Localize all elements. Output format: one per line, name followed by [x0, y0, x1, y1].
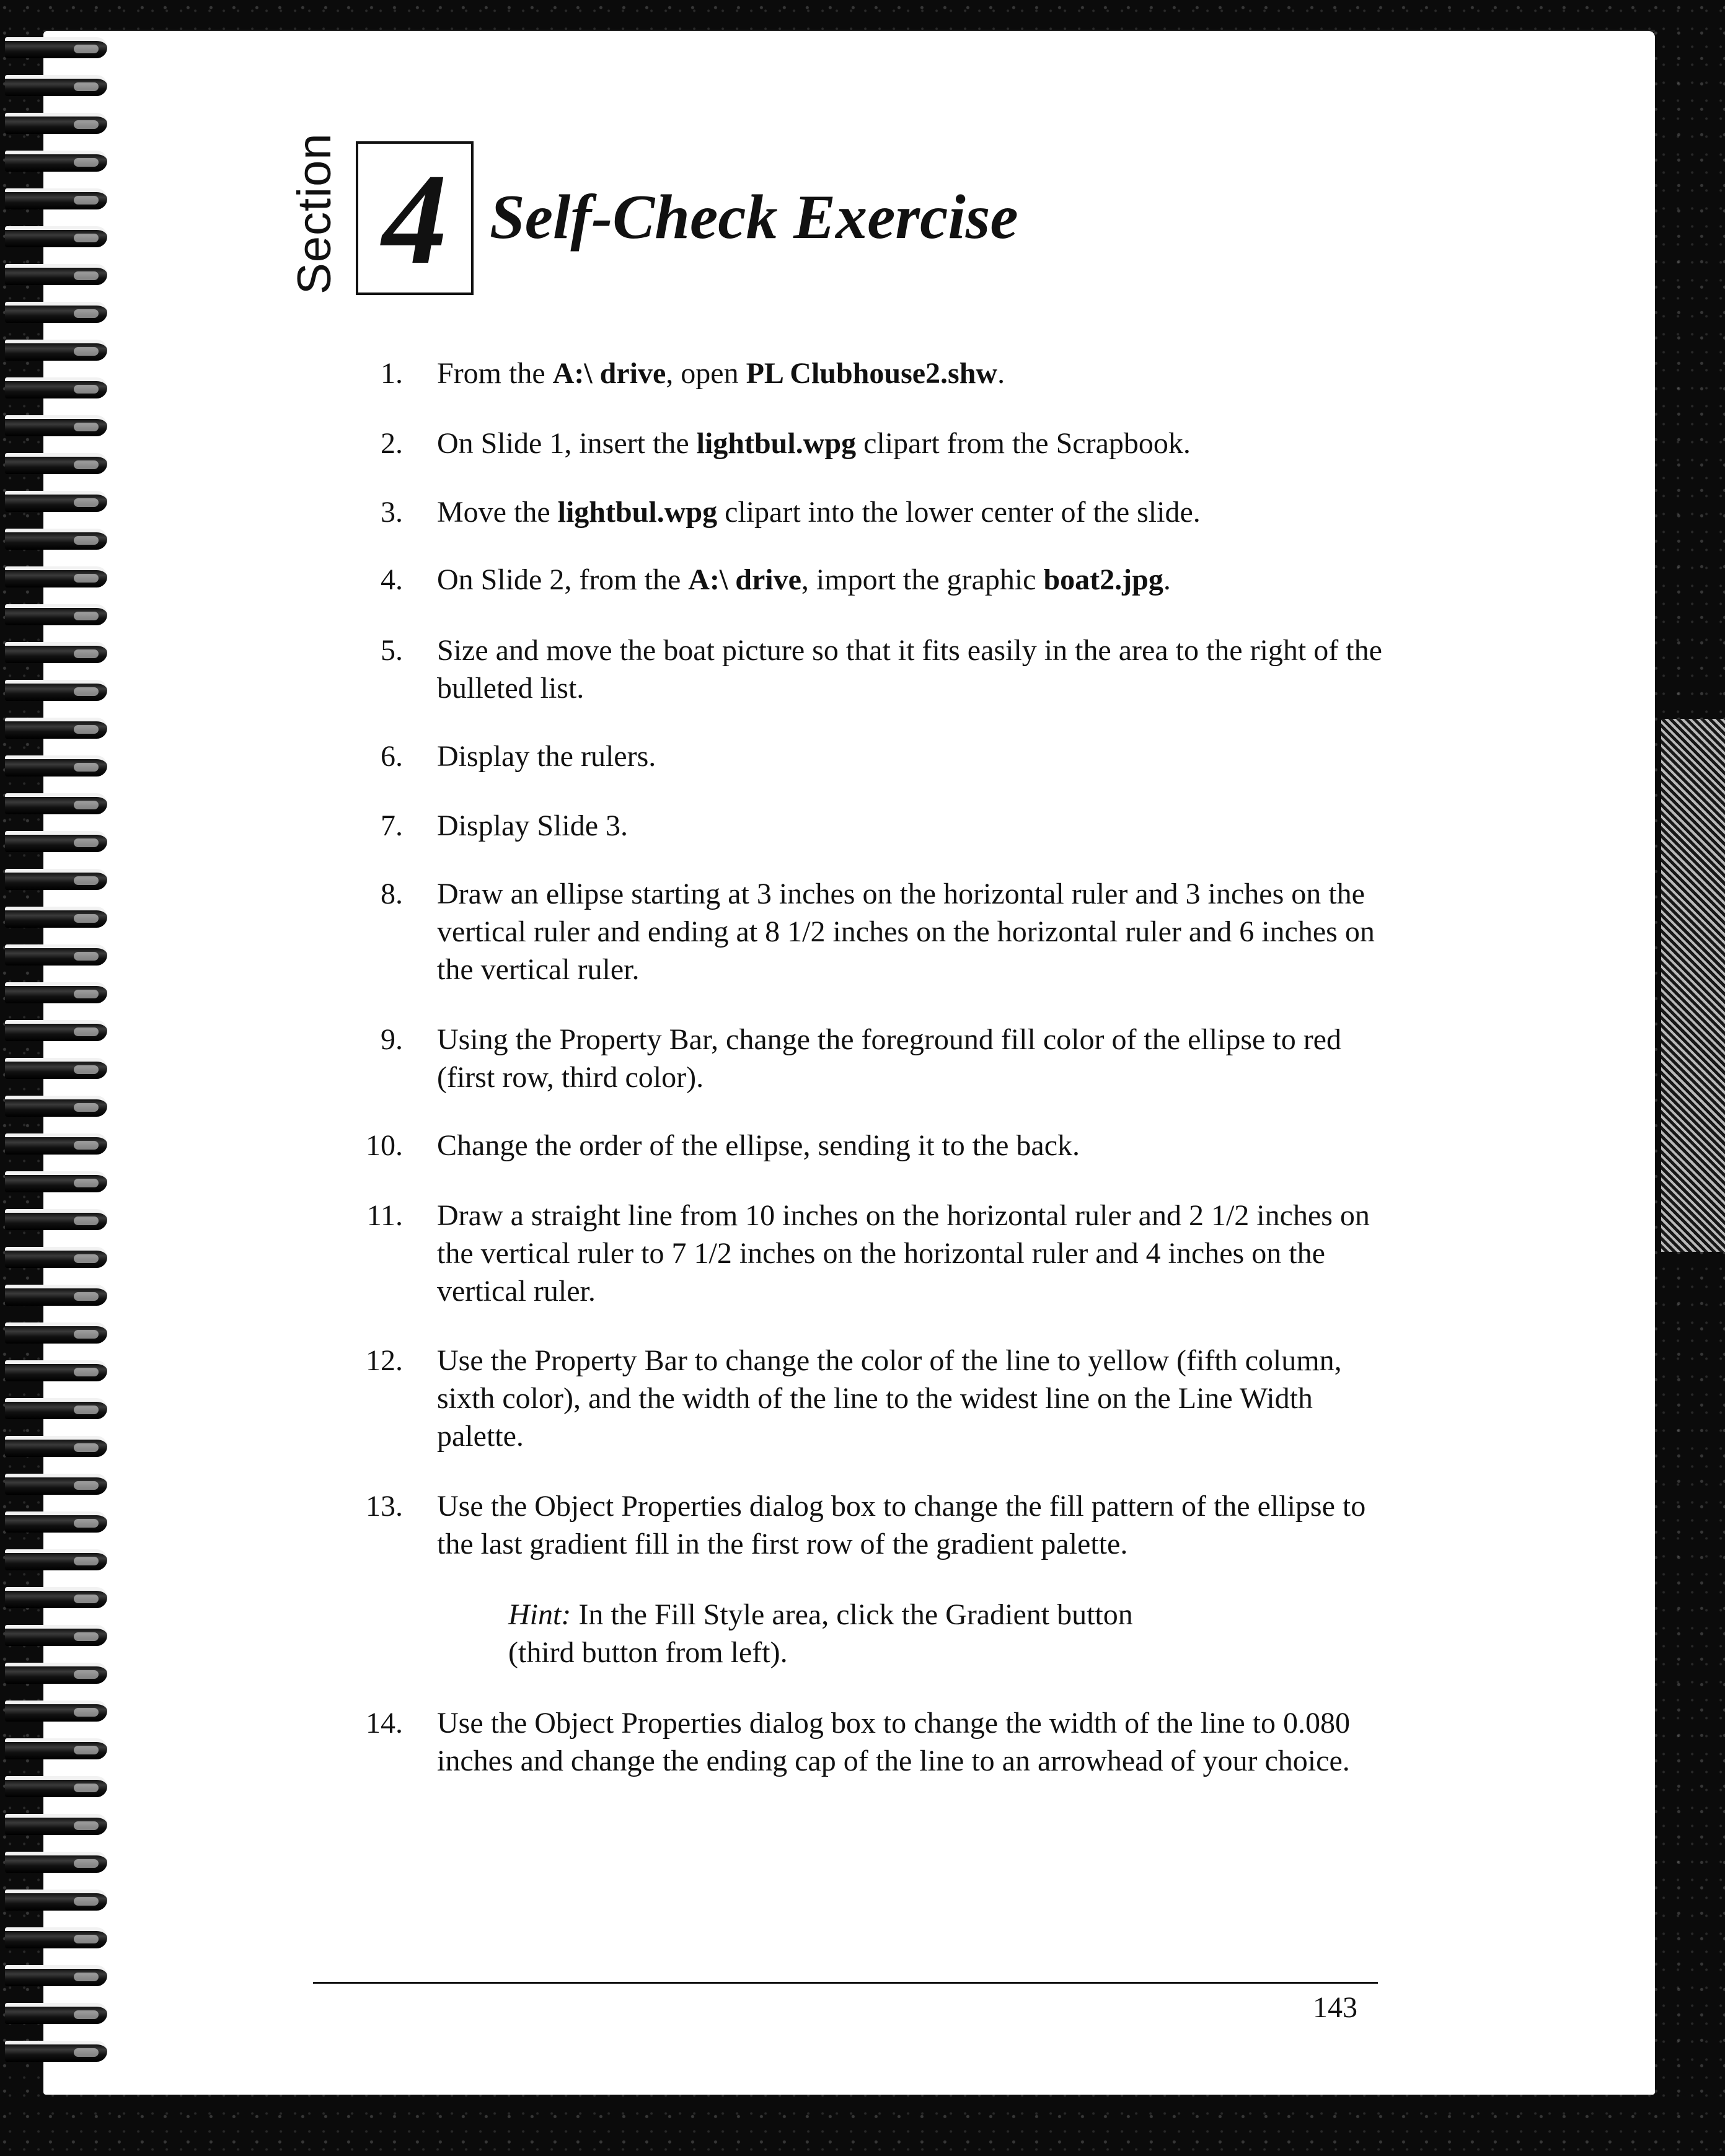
spiral-coil	[5, 642, 107, 663]
spiral-coil	[5, 604, 107, 625]
item-number: 12.	[366, 1344, 403, 1377]
spiral-coil	[5, 1852, 107, 1873]
spiral-coil	[5, 1927, 107, 1948]
item-text-run: Using the Property Bar, change the foreground fill color of the ellipse to red (first row, third color).	[437, 1023, 1341, 1094]
item-text	[437, 1127, 1404, 1164]
spiral-coil	[5, 1625, 107, 1646]
section-number-box	[356, 141, 474, 295]
page-title: Self-Check Exercise	[490, 182, 1018, 252]
item-number: 3.	[381, 496, 403, 529]
spiral-coil	[5, 529, 107, 550]
item-number: 7.	[381, 809, 403, 842]
item-number: 5.	[381, 634, 403, 667]
item-text-bold: lightbul.wpg	[557, 496, 718, 529]
item-text-bold: lightbul.wpg	[696, 427, 857, 460]
spiral-coil	[5, 113, 107, 134]
item-text	[437, 1704, 1404, 1780]
item-number: 1.	[381, 357, 403, 390]
spiral-coil	[5, 1247, 107, 1268]
spiral-coil	[5, 1738, 107, 1759]
spiral-coil	[5, 1436, 107, 1457]
item-text-run: clipart into the lower center of the slide.	[717, 496, 1201, 529]
spiral-coil	[5, 1171, 107, 1192]
spiral-coil	[5, 2041, 107, 2062]
spiral-coil	[5, 453, 107, 474]
item-text-run: On Slide 1, insert the	[437, 427, 697, 460]
spiral-coil	[5, 1058, 107, 1079]
hint-line-1: In the Fill Style area, click the Gradient button	[571, 1598, 1133, 1631]
spiral-coil	[5, 1587, 107, 1608]
item-text-run: Display the rulers.	[437, 740, 656, 773]
item-text-bold: A:\ drive	[688, 563, 801, 596]
spiral-coil	[5, 831, 107, 852]
item-number: 13.	[366, 1490, 403, 1523]
item-text	[437, 737, 1404, 775]
item-text-run: Use the Object Properties dialog box to change the fill pattern of the ellipse to the last gradient fill in the first row of the gradient palette.	[437, 1490, 1366, 1560]
spiral-coil	[5, 1398, 107, 1419]
item-text-bold: boat2.jpg	[1043, 563, 1163, 596]
spiral-coil	[5, 75, 107, 96]
spiral-coil	[5, 1511, 107, 1533]
spiral-coil	[5, 718, 107, 739]
item-text-run: Draw an ellipse starting at 3 inches on the horizontal ruler and 3 inches on the vertical ruler and ending at 8 1/2 inches on the horizontal ruler and 6 inches on the vertical ruler.	[437, 878, 1375, 986]
item-text-run: , import the graphic	[801, 563, 1044, 596]
spiral-coil	[5, 340, 107, 361]
item-text-run: Size and move the boat picture so that it fits easily in the area to the right of the bulleted list.	[437, 634, 1382, 705]
spiral-coil	[5, 907, 107, 928]
spiral-binding	[0, 37, 108, 2082]
spiral-coil	[5, 1209, 107, 1230]
scan-noise-strip	[1661, 719, 1725, 1252]
spiral-coil	[5, 1776, 107, 1797]
spiral-coil	[5, 1701, 107, 1722]
hint-note	[508, 1596, 1314, 1671]
item-text-run: clipart from the Scrapbook.	[856, 427, 1191, 460]
item-text-bold: PL Clubhouse2.shw	[746, 357, 998, 390]
item-text-run: , open	[666, 357, 746, 390]
item-text-run: Use the Property Bar to change the color of the line to yellow (fifth column, sixth color), and the width of the line to the widest line on the Line Width palette.	[437, 1344, 1342, 1453]
spiral-coil	[5, 1890, 107, 1911]
item-text	[437, 354, 1404, 392]
spiral-coil	[5, 755, 107, 777]
spiral-coil	[5, 226, 107, 247]
spiral-coil	[5, 151, 107, 172]
item-text-run: On Slide 2, from the	[437, 563, 689, 596]
item-text	[437, 807, 1404, 845]
hint-label: Hint:	[508, 1598, 571, 1631]
spiral-coil	[5, 566, 107, 587]
item-text-run: From the	[437, 357, 553, 390]
section-number: 4	[382, 147, 448, 291]
spiral-coil	[5, 377, 107, 398]
item-number: 9.	[381, 1023, 403, 1056]
item-text-run: Move the	[437, 496, 558, 529]
spiral-coil	[5, 415, 107, 436]
item-text-run: Use the Object Properties dialog box to change the width of the line to 0.080 inches and change the ending cap of the line to an arrowhead of your choice.	[437, 1707, 1350, 1777]
spiral-coil	[5, 982, 107, 1003]
spiral-coil	[5, 264, 107, 285]
footer-rule	[313, 1982, 1378, 1984]
item-number: 4.	[381, 563, 403, 596]
spiral-coil	[5, 680, 107, 701]
spiral-coil	[5, 869, 107, 890]
spiral-coil	[5, 1474, 107, 1495]
page-number: 143	[1313, 1991, 1357, 2024]
spiral-coil	[5, 1814, 107, 1835]
item-text-run: Draw a straight line from 10 inches on the horizontal ruler and 2 1/2 inches on the vertical ruler to 7 1/2 inches on the horizontal ruler and 4 inches on the vertical ruler.	[437, 1199, 1370, 1308]
item-text-run: Change the order of the ellipse, sending it to the back.	[437, 1129, 1080, 1162]
item-text	[437, 493, 1404, 531]
item-text	[437, 875, 1404, 988]
spiral-coil	[5, 1360, 107, 1381]
spiral-coil	[5, 1020, 107, 1041]
item-number: 6.	[381, 740, 403, 773]
item-text	[437, 1197, 1404, 1310]
item-text	[437, 1021, 1404, 1096]
spiral-coil	[5, 1096, 107, 1117]
spiral-coil	[5, 1663, 107, 1684]
item-text-run: .	[1163, 563, 1171, 596]
item-text-bold: A:\ drive	[552, 357, 666, 390]
spiral-coil	[5, 491, 107, 512]
item-number: 14.	[366, 1707, 403, 1740]
item-number: 8.	[381, 878, 403, 910]
spiral-coil	[5, 188, 107, 209]
spiral-coil	[5, 1133, 107, 1155]
spiral-coil	[5, 1549, 107, 1570]
item-text	[437, 1342, 1404, 1455]
spiral-coil	[5, 1965, 107, 1986]
item-number: 11.	[366, 1199, 403, 1232]
item-text	[437, 1487, 1404, 1563]
item-text-run: Display Slide 3.	[437, 809, 628, 842]
spiral-coil	[5, 302, 107, 323]
item-text-run: .	[997, 357, 1005, 390]
item-number: 10.	[366, 1129, 403, 1162]
spiral-coil	[5, 1322, 107, 1344]
item-text	[437, 425, 1404, 462]
item-text	[437, 631, 1404, 707]
item-text	[437, 561, 1404, 599]
section-label: Section	[288, 133, 341, 294]
spiral-coil	[5, 1285, 107, 1306]
spiral-coil	[5, 944, 107, 966]
item-number: 2.	[381, 427, 403, 460]
spiral-coil	[5, 2003, 107, 2024]
spiral-coil	[5, 793, 107, 814]
hint-line-2: (third button from left).	[508, 1636, 788, 1669]
spiral-coil	[5, 37, 107, 58]
